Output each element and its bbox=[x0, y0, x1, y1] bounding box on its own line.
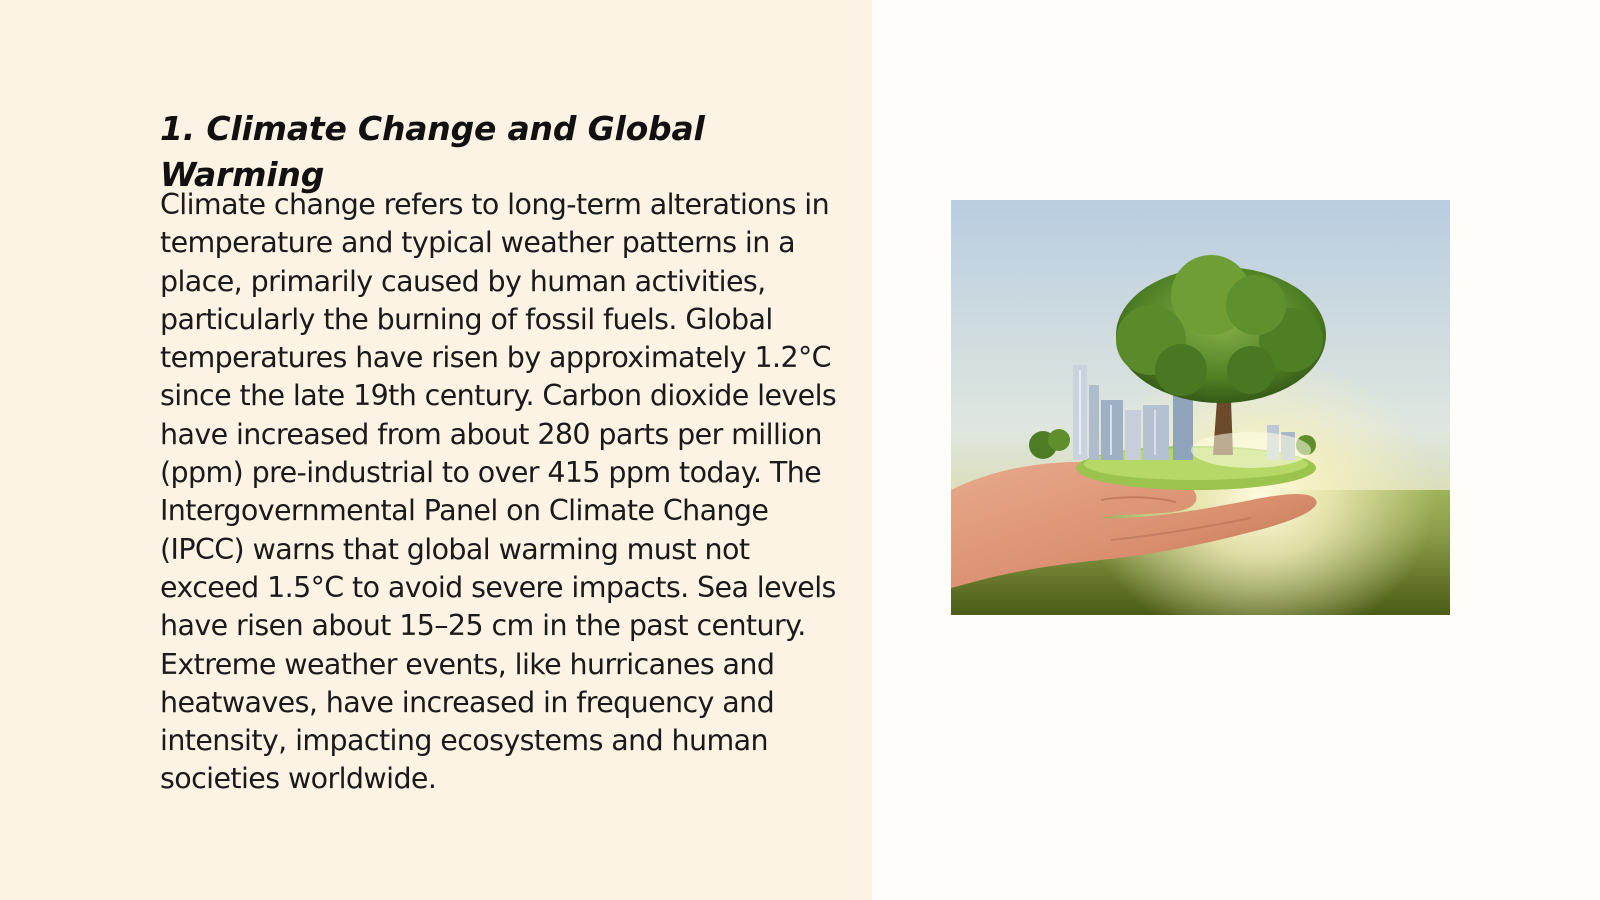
hand-holding-tree-and-city-image bbox=[951, 200, 1450, 615]
slide-title: 1. Climate Change and Global Warming bbox=[160, 109, 705, 194]
slide-body-text: Climate change refers to long-term alterations in temperature and typical weather patterns in a place, primarily caused by human activities, particularly the burning of fossil fuels. Global temperatures have risen by approximately 1.2°C since the late 19th century. Carbon dioxide levels have increased from about 280 parts per million (ppm) pre-industrial to over 415 ppm today. The Intergovernmental Panel on Climate Change (IPCC) warns that global warming must not exceed 1.5°C to avoid severe impacts. Sea levels have risen about 15–25 cm in the past century. Extreme weather events, like hurricanes and heatwaves, have increased in frequency and intensity, impacting ecosystems and human societies worldwide. bbox=[160, 188, 837, 796]
